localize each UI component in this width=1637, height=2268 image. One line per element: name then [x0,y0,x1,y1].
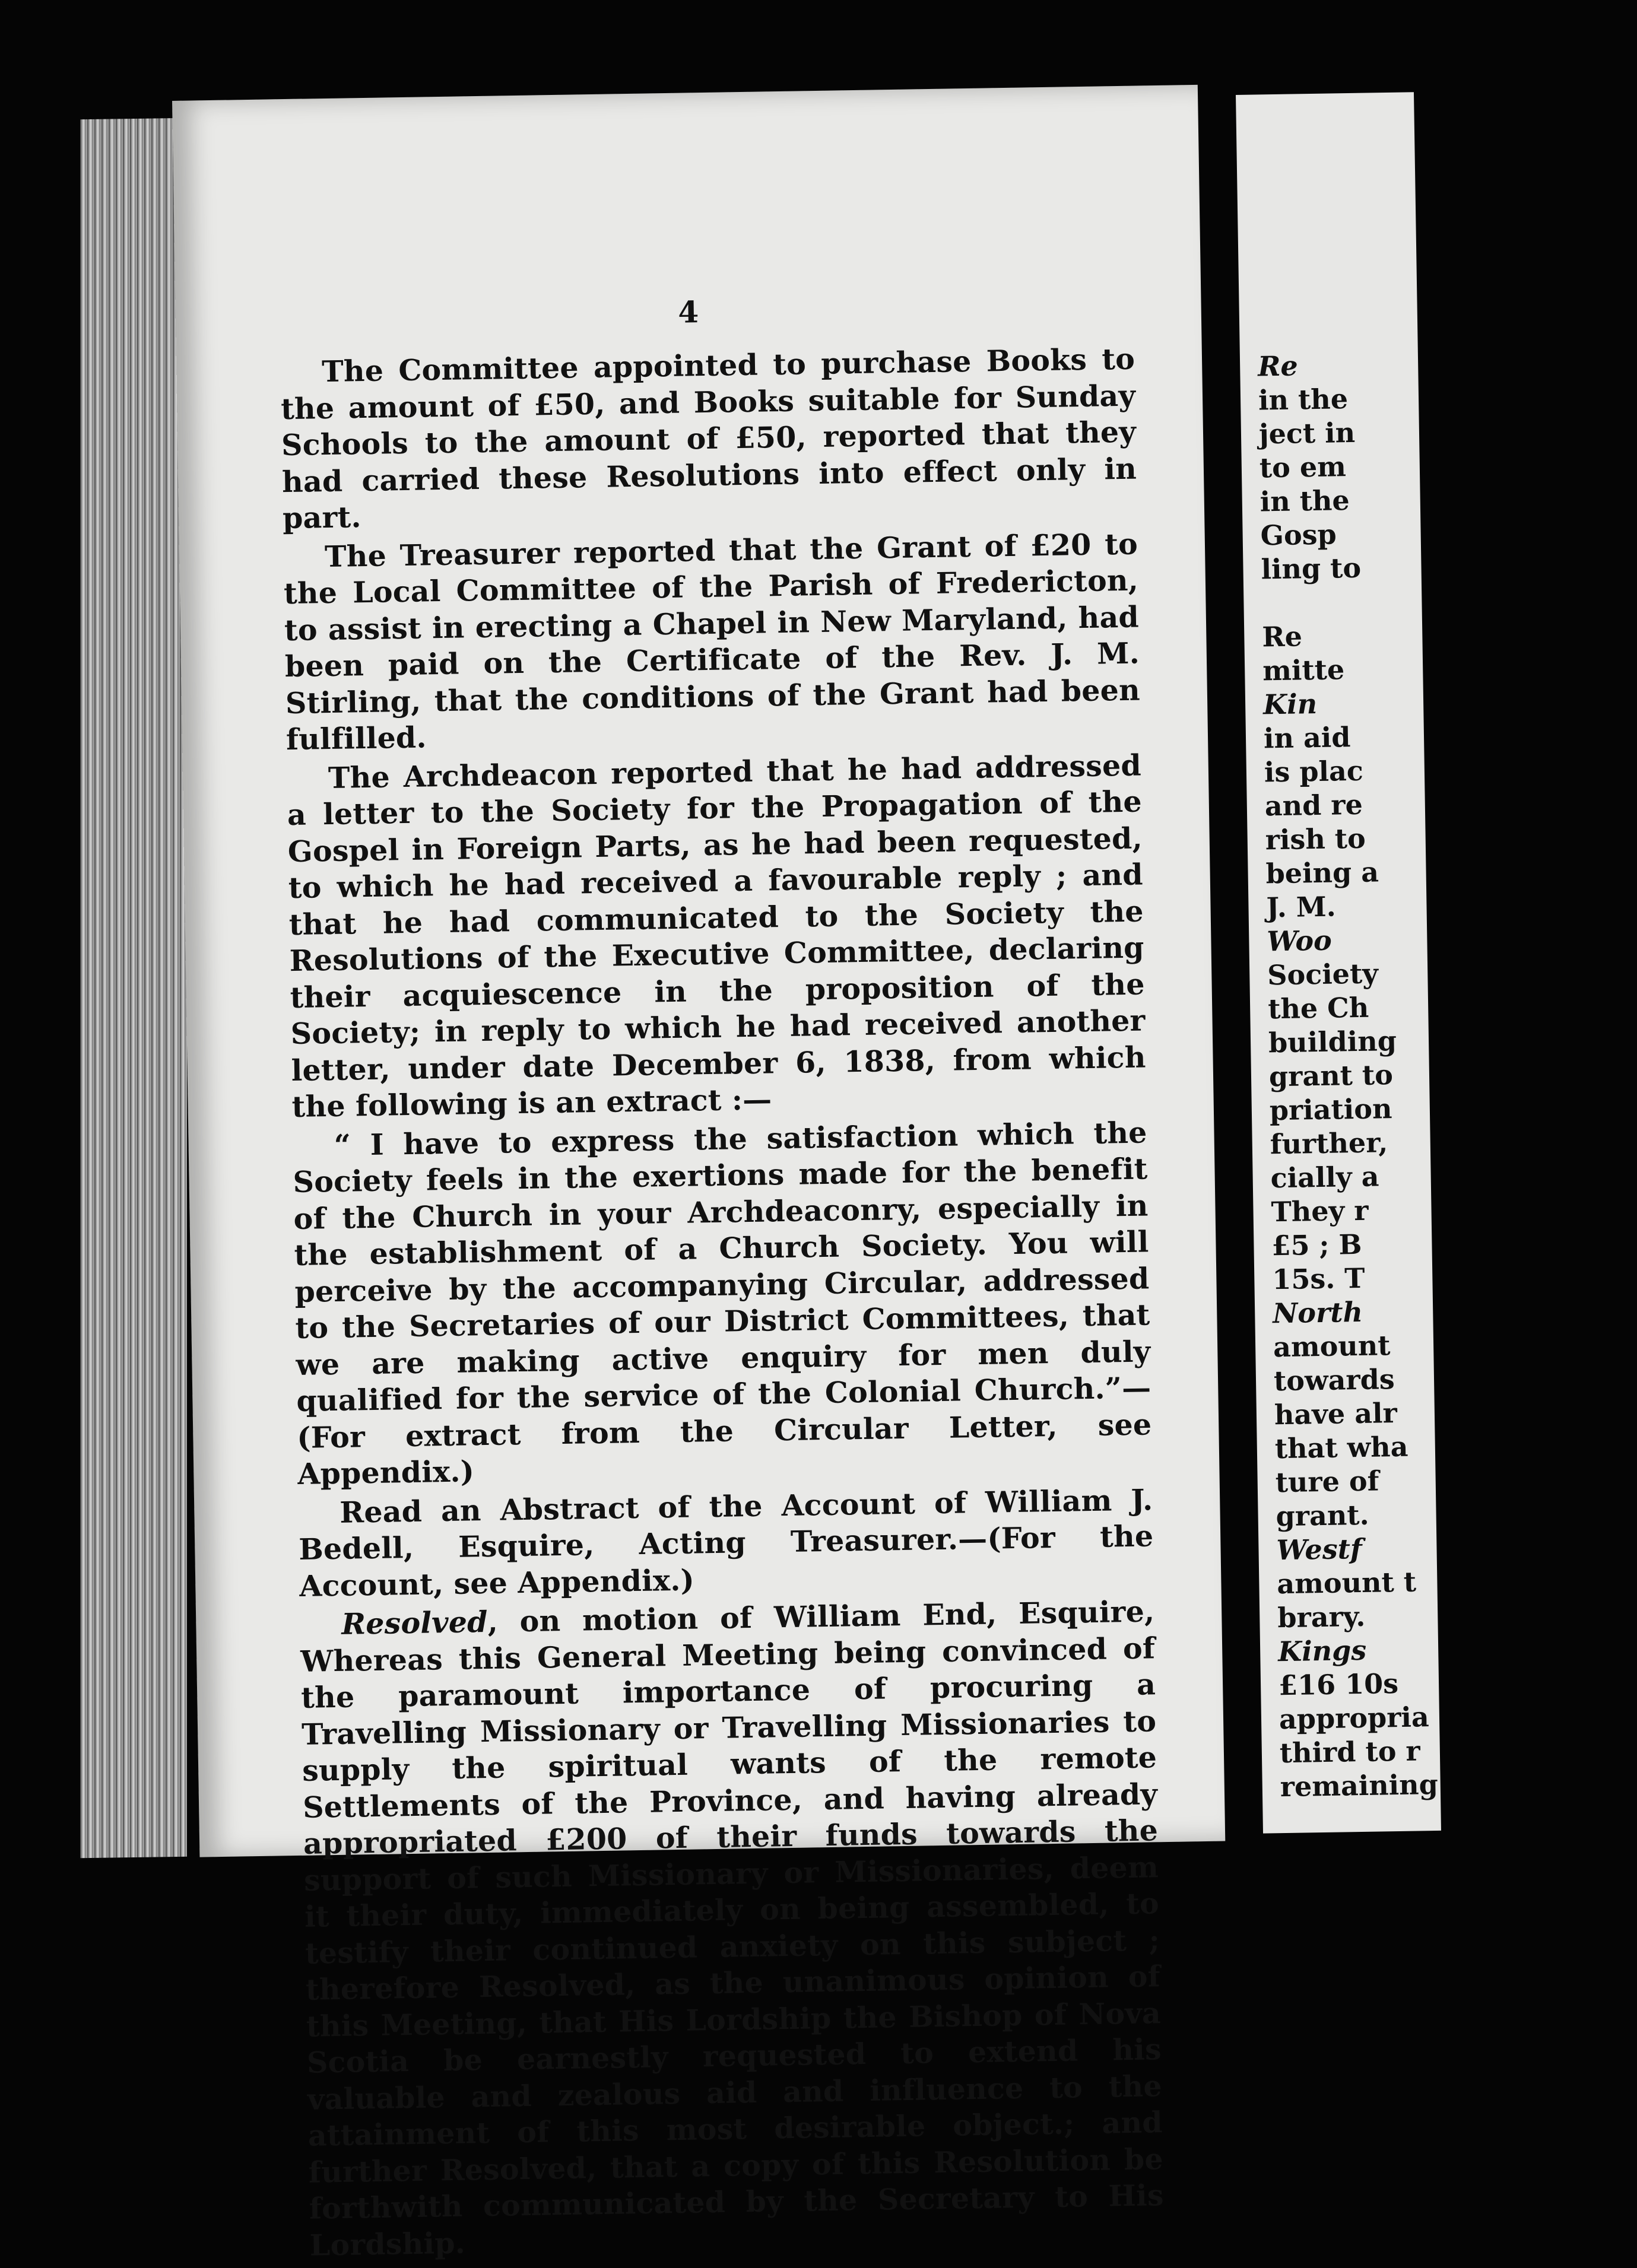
right-page-line: Woo [1266,924,1333,958]
right-page-lines [1258,344,1636,1804]
right-page-line: ject in [1258,416,1356,450]
right-page-line: rish to [1265,822,1366,856]
right-page-line: amount t [1276,1565,1417,1600]
right-page-line: that wha [1274,1430,1408,1465]
right-page-line: Re [1261,620,1303,653]
right-page-line: in the [1258,383,1349,417]
paragraph-abstract: Read an Abstract of the Account of William J. Bedell, Esquire, Acting Treasurer.—(For the Account, see Appendix.) [298,1482,1154,1603]
paragraph-archdeacon: The Archdeacon reported that he had addressed a letter to the Society for the Propagation of the Gospel in Foreign Parts, as he had been requested, to which he had received a favourable reply ; and that he had communicated to the Society the Resolutions of the Executive Committee, declaring their acquiescence in the proposition of the Society; in reply to which he had received another letter, under date December 6, 1838, from which the following is an extract :— [287,747,1146,1125]
right-page-line: grant to [1268,1059,1394,1093]
right-page-line: have alr [1274,1397,1398,1431]
right-page-line: Kin [1262,687,1318,721]
right-page-line: appropria [1278,1701,1430,1736]
right-page-line: Kings [1277,1634,1367,1668]
resolution-text: , on motion of William End, Esquire, Whereas this General Meeting being convinced of the paramount importance of procuring a Travelling Missionary or Travelling Missionaries to supply the spiritual wants of the remote Settlements of the Province, and having already appropriated £200 of their funds towards the support of such Missionary or Missionaries, deem it their duty, immediately on being assembled, to testify their continued anxiety on this subject ; therefore Resolved, as the unanimous opinion of this Meeting, that His Lordship the Bishop of Nova Scotia be earnestly requested to extend his valuable and zealous aid and influence to the attainment of this most desirable object.; and further Resolved, that a copy of this Resolution be forthwith communicated by the Secretary to His Lordship. [300,1594,1165,2263]
right-page-line: in aid [1263,721,1351,755]
right-page-line: ture of [1275,1465,1379,1499]
right-page-line: £16 10s [1278,1667,1399,1702]
right-page-line: further, [1270,1126,1388,1161]
right-page-line: grant. [1276,1498,1369,1533]
right-page-line: remaining [1280,1768,1439,1803]
paragraph-resolution [300,1593,1165,2263]
left-page [172,85,1225,2263]
right-page-line: and re [1264,788,1363,822]
right-page-line: third to r [1279,1735,1421,1770]
right-page-line: Society [1267,957,1379,992]
paragraph-quotation: “ I have to express the satisfaction which the Society feels in the exertions made for the benefit of the Church in your Archdeaconry, especially in the establishment of a Church Society. You will perceive by the accompanying Circular, addressed to the Secretaries of our District Committees, that we are making active enquiry for men duly qualified for the service of the Colonial Church.”—(For extract from the Circular Letter, see Appendix.) [293,1114,1152,1491]
paragraph-treasurer: The Treasurer reported that the Grant of £20 to the Local Committee of the Parish of Fredericton, to assist in erecting a Chapel in New Maryland, had been paid on the Certificate of the Rev. J. M. Stirling, that the conditions of the Grant had been fulfilled. [283,526,1141,757]
right-page-line: is plac [1264,754,1364,789]
right-page-line: ling to [1261,551,1362,586]
right-page-line: amount [1273,1329,1391,1364]
right-page-line: priation [1269,1092,1392,1127]
page-number: 4 [677,294,699,330]
right-page-line: £5 ; B [1271,1228,1362,1262]
right-page-line: mitte [1262,653,1345,687]
right-page-line: building [1268,1024,1397,1059]
right-page-line: being a [1265,856,1379,890]
right-page-line: Re [1257,350,1299,383]
right-page-line: cially a [1270,1160,1379,1195]
right-page-line: 15s. T [1271,1262,1365,1296]
right-page-line: Westf [1276,1532,1363,1567]
right-page-line: the Ch [1267,991,1369,1025]
paper-speck [886,185,892,193]
right-page-line: Gosp [1260,518,1337,552]
right-page-line: They r [1271,1194,1369,1228]
book-page-edges [80,118,187,1859]
paragraph-committee: The Committee appointed to purchase Books to the amount of £50, and Books suitable for Sunday Schools to the amount of £50, reported that they had carried these Resolutions into effect only in part. [280,341,1137,536]
right-page-line: North [1272,1295,1363,1330]
right-page-line: brary. [1277,1600,1366,1634]
resolved-label: Resolved [341,1604,488,1641]
right-page-line: to em [1259,450,1347,484]
right-page-fragment [1236,92,1441,1833]
right-page-line: J. M. [1266,890,1337,924]
right-page-line [1261,581,1618,620]
right-page-line: towards [1273,1363,1395,1397]
page-body [280,341,1165,2266]
right-page-line: in the [1260,484,1350,518]
